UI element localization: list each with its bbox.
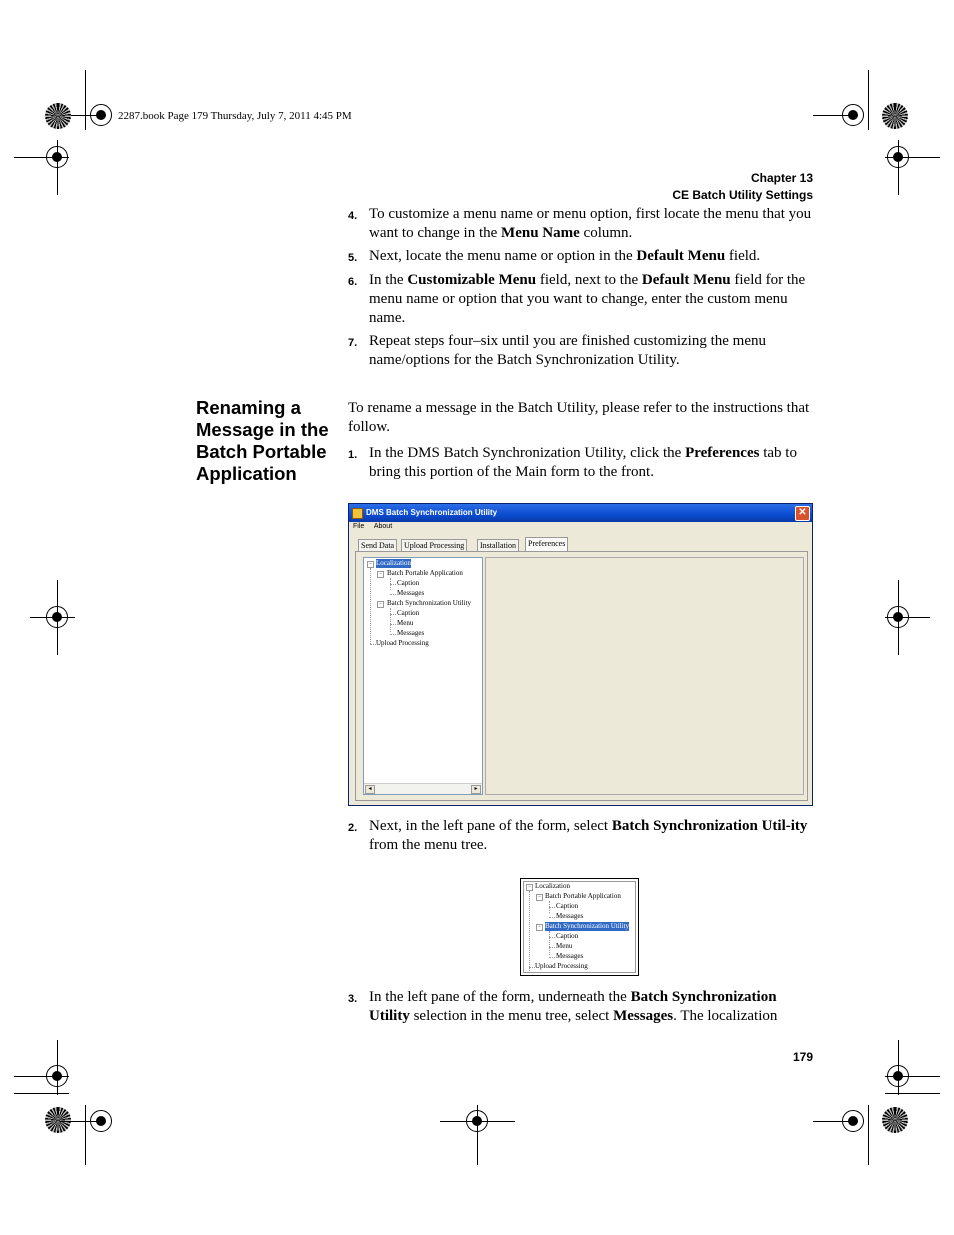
step-number: 2. — [348, 822, 358, 834]
tree-node-bsu-caption[interactable]: Caption — [556, 932, 579, 940]
details-pane — [485, 557, 804, 795]
window-titlebar — [349, 504, 812, 522]
step-text: In the DMS Batch Synchronization Utility, click the Preferences tab to bring this portion of the Main form to the front. — [369, 445, 797, 480]
step-6 — [348, 271, 814, 328]
tree-node-bsu-caption[interactable]: Caption — [397, 609, 420, 617]
tree-node-bpa-messages[interactable]: Messages — [397, 589, 425, 597]
tree-node-bsu-messages[interactable]: Messages — [556, 952, 584, 960]
collapse-icon[interactable]: − — [536, 924, 543, 931]
step-number: 5. — [348, 252, 358, 264]
step-text: Next, locate the menu name or option in the Default Menu field. — [369, 248, 761, 264]
app-window-screenshot — [348, 503, 813, 806]
menu-bar — [353, 523, 400, 530]
tree-node-bpa-caption[interactable]: Caption — [556, 902, 579, 910]
collapse-icon[interactable]: − — [377, 601, 384, 608]
step-text: Repeat steps four–six until you are finished customizing the menu name/options for the Batch Synchronization Utility. — [369, 333, 767, 368]
tree-node-upload-processing[interactable]: Upload Processing — [376, 639, 429, 647]
step-text: To customize a menu name or menu option, first locate the menu that you want to change in the Menu Name column. — [369, 206, 812, 241]
tab-preferences[interactable]: Preferences — [525, 537, 568, 552]
scroll-left-icon[interactable]: ◂ — [365, 785, 375, 794]
step-3 — [348, 988, 814, 1026]
step-text: Next, in the left pane of the form, select Batch Synchronization Util-ity from the menu tree. — [369, 818, 808, 853]
step-2 — [348, 817, 814, 855]
step-number: 1. — [348, 449, 358, 461]
tree-node-bpa-caption[interactable]: Caption — [397, 579, 420, 587]
step-text: In the Customizable Menu field, next to the Default Menu field for the menu name or option that you want to change, enter the custom menu name. — [369, 272, 806, 326]
step-number: 6. — [348, 276, 358, 288]
horizontal-scrollbar[interactable] — [364, 783, 482, 794]
window-title: DMS Batch Synchronization Utility — [366, 508, 498, 517]
tree-node-upload-processing[interactable]: Upload Processing — [535, 962, 588, 970]
tab-upload-processing[interactable]: Upload Processing — [401, 539, 467, 552]
tree-node-localization[interactable]: Localization — [376, 559, 411, 567]
preferences-panel — [355, 551, 808, 801]
step-4 — [348, 205, 814, 243]
collapse-icon[interactable]: − — [526, 884, 533, 891]
tree-node-localization[interactable]: Localization — [535, 882, 570, 890]
page-number: 179 — [792, 1050, 813, 1064]
step-5 — [348, 247, 814, 266]
step-number: 3. — [348, 993, 358, 1005]
menu-about[interactable]: About — [373, 523, 393, 530]
close-icon[interactable]: ✕ — [795, 506, 810, 521]
menu-file[interactable]: File — [353, 523, 365, 530]
step-7 — [348, 332, 814, 370]
tree-node-bsu-messages[interactable]: Messages — [397, 629, 425, 637]
running-header-title: CE Batch Utility Settings — [672, 188, 813, 202]
scroll-right-icon[interactable]: ▸ — [471, 785, 481, 794]
tree-node-bsu-menu[interactable]: Menu — [556, 942, 573, 950]
step-1 — [348, 444, 814, 482]
tree-node-batch-portable-application[interactable]: Batch Portable Application — [545, 892, 621, 900]
section-heading: Renaming a Message in the Batch Portable Application — [196, 397, 329, 484]
tree-screenshot — [520, 878, 639, 976]
collapse-icon[interactable]: − — [367, 561, 374, 568]
tree-node-bpa-messages[interactable]: Messages — [556, 912, 584, 920]
step-number: 7. — [348, 337, 358, 349]
running-header-chapter: Chapter 13 — [750, 171, 813, 185]
tree-node-batch-synchronization-utility[interactable]: Batch Synchronization Utility — [387, 599, 471, 607]
step-number: 4. — [348, 210, 358, 222]
tree-node-bsu-menu[interactable]: Menu — [397, 619, 414, 627]
tab-send-data[interactable]: Send Data — [358, 539, 397, 552]
step-text: In the left pane of the form, underneath the Batch Synchronization Utility selection in the menu tree, select Messages. The localization — [369, 989, 778, 1024]
tab-installation[interactable]: Installation — [477, 539, 519, 552]
section-intro: To rename a message in the Batch Utility, please refer to the instructions that follow. — [348, 400, 810, 435]
print-slug: 2287.book Page 179 Thursday, July 7, 2011 4:45 PM — [118, 110, 352, 122]
collapse-icon[interactable]: − — [536, 894, 543, 901]
menu-tree — [363, 557, 483, 795]
tree-node-batch-portable-application[interactable]: Batch Portable Application — [387, 569, 463, 577]
tree-node-batch-synchronization-utility-selected[interactable]: Batch Synchronization Utility — [545, 922, 629, 930]
app-icon — [352, 508, 363, 519]
collapse-icon[interactable]: − — [377, 571, 384, 578]
